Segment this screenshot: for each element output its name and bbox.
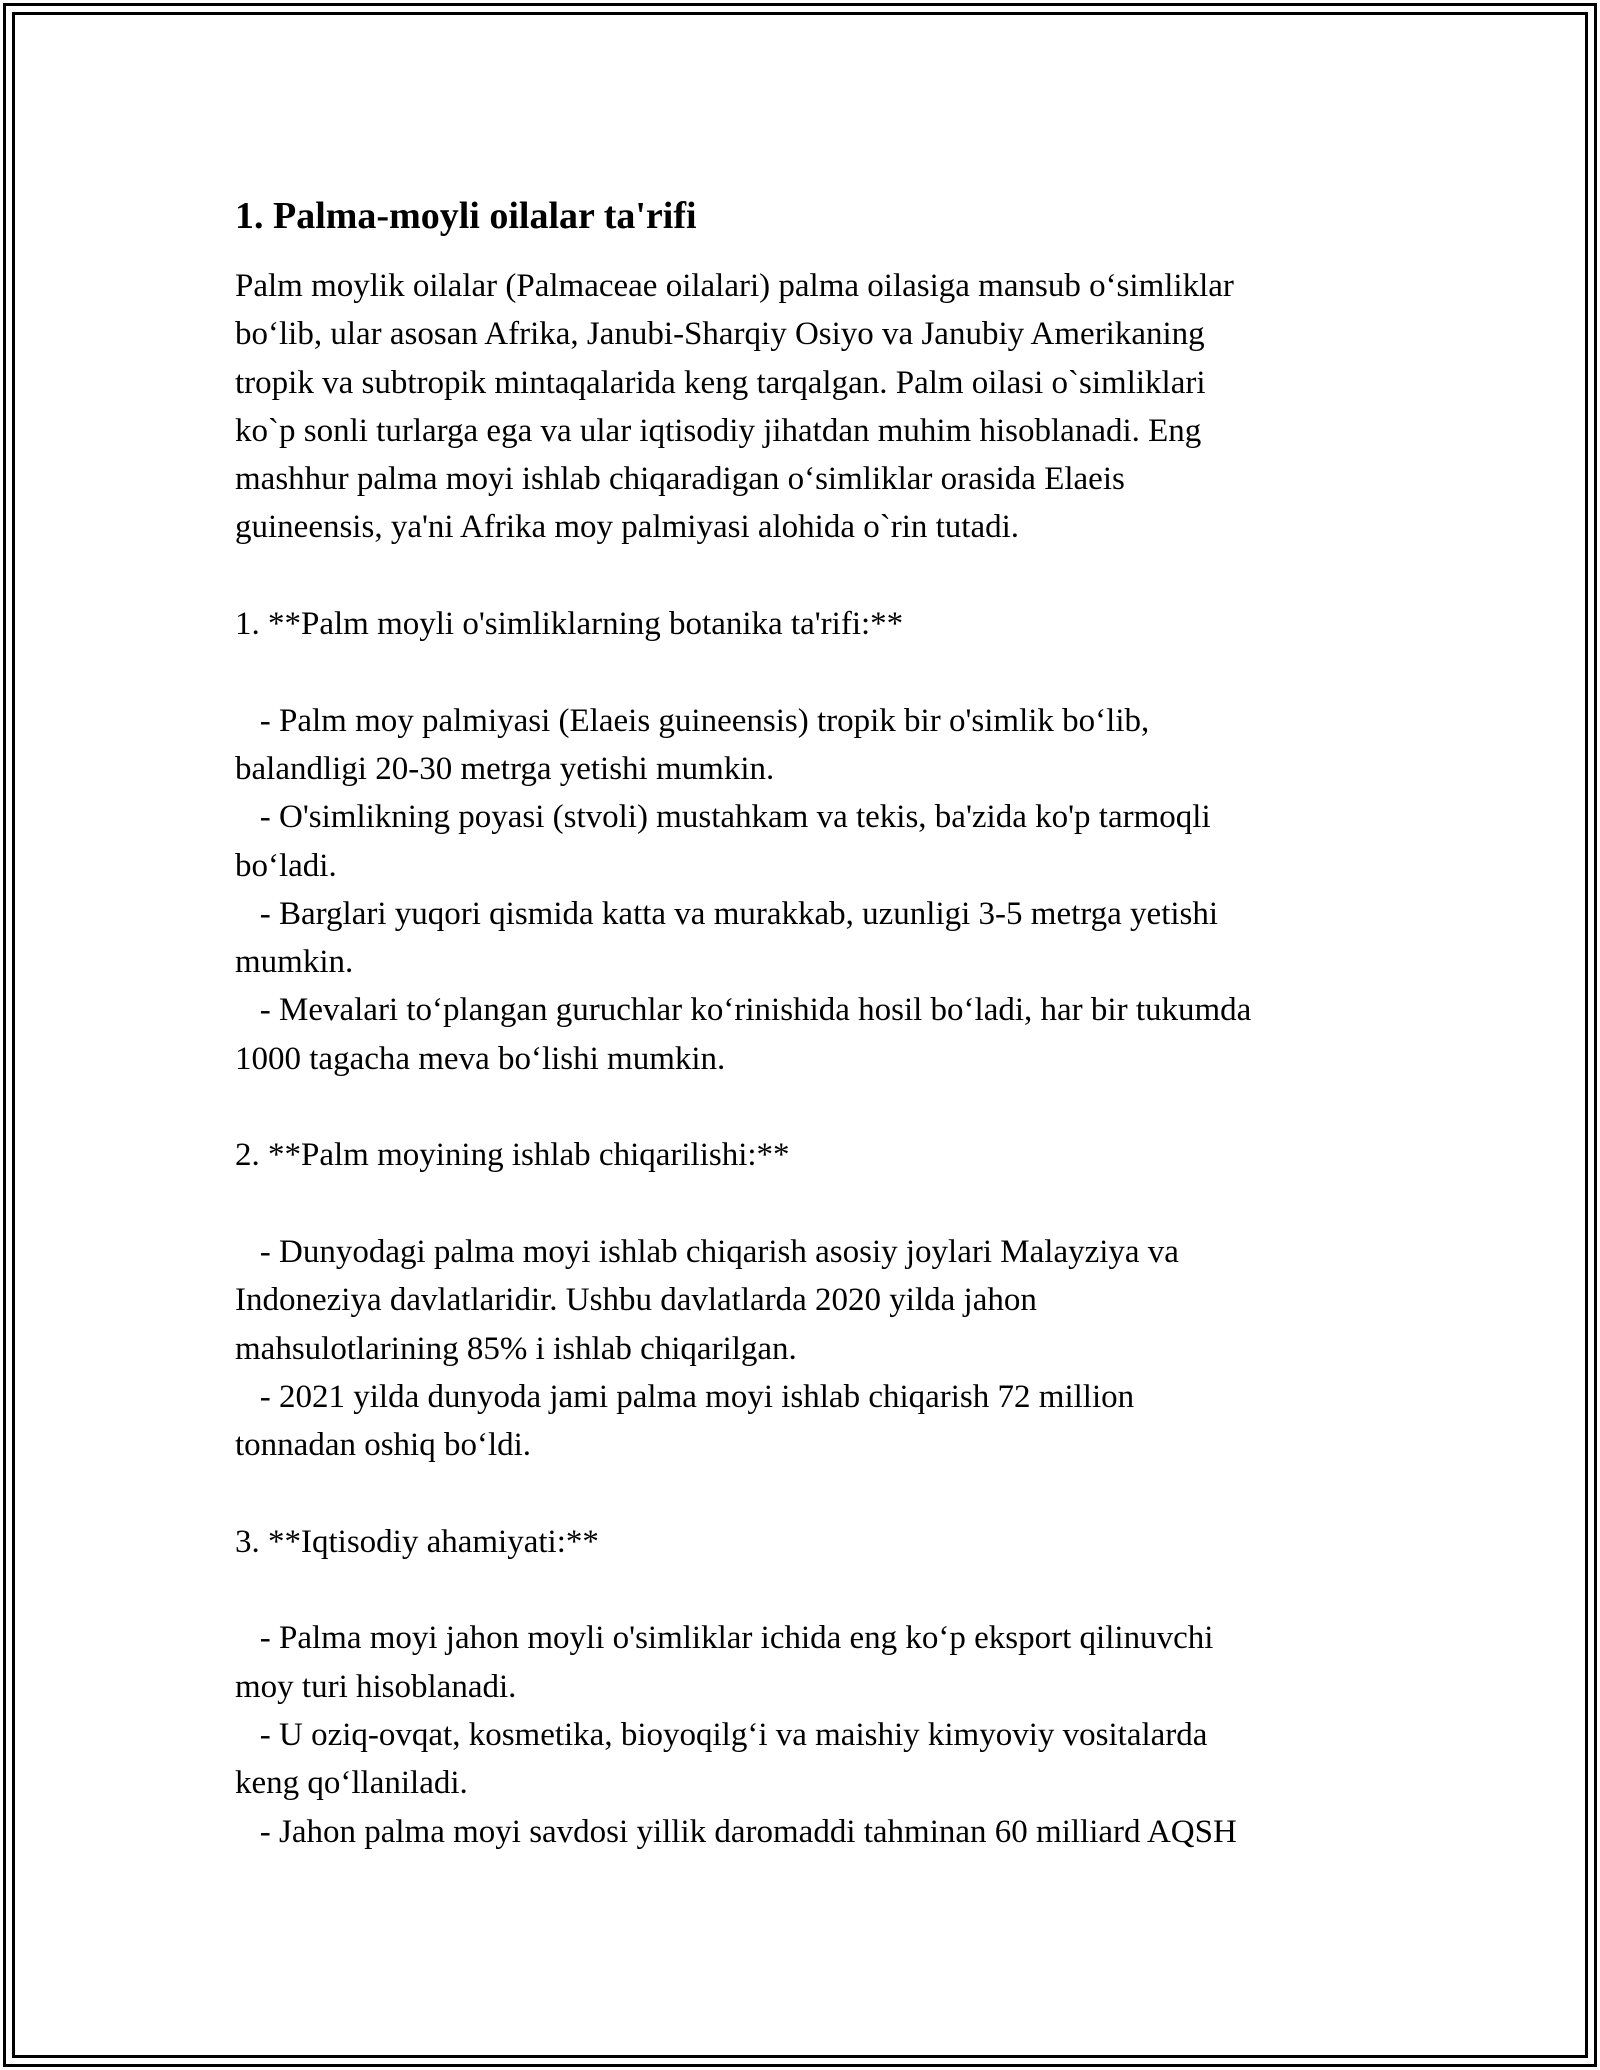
page-title: 1. Palma-moyli oilalar ta'rifi [235, 195, 697, 237]
section-line: mahsulotlarining 85% i ishlab chiqarilgan. [235, 1330, 797, 1367]
section-line: 1000 tagacha meva bo‘lishi mumkin. [235, 1040, 726, 1077]
document-body [235, 192, 1385, 1856]
section-line: - Barglari yuqori qismida katta va murakkab, uzunligi 3-5 metrga yetishi [235, 895, 1219, 932]
intro-line: mashhur palma moyi ishlab chiqaradigan o‘simliklar orasida Elaeis [235, 461, 1125, 498]
section-line: - 2021 yilda dunyoda jami palma moyi ishlab chiqarish 72 million [235, 1378, 1135, 1415]
spacer [235, 1566, 1385, 1614]
section-economy [235, 1518, 1385, 1856]
section-line: keng qo‘llaniladi. [235, 1765, 468, 1802]
section-line: bo‘ladi. [235, 847, 337, 884]
intro-line: ko`p sonli turlarga ega va ular iqtisodiy jihatdan muhim hisoblanadi. Eng [235, 412, 1202, 449]
intro-line: tropik va subtropik mintaqalarida keng tarqalgan. Palm oilasi o`simliklari [235, 364, 1206, 401]
spacer [235, 648, 1385, 696]
section-title: 3. **Iqtisodiy ahamiyati:** [235, 1523, 599, 1560]
intro-line: guineensis, ya'ni Afrika moy palmiyasi alohida o`rin tutadi. [235, 509, 1020, 546]
spacer [235, 1469, 1385, 1517]
section-line: Indoneziya davlatlaridir. Ushbu davlatlarda 2020 yilda jahon [235, 1282, 1037, 1319]
section-line: - O'simlikning poyasi (stvoli) mustahkam va tekis, ba'zida ko'p tarmoqli [235, 799, 1211, 836]
section-title: 2. **Palm moyining ishlab chiqarilishi:** [235, 1137, 790, 1174]
section-title: 1. **Palm moyli o'simliklarning botanika ta'rifi:** [235, 606, 904, 643]
section-line: moy turi hisoblanadi. [235, 1668, 517, 1705]
section-line: - Jahon palma moyi savdosi yillik daromaddi tahminan 60 milliard AQSH [235, 1813, 1237, 1850]
intro-line: Palm moylik oilalar (Palmaceae oilalari) palma oilasiga mansub o‘simliklar [235, 268, 1234, 304]
spacer [235, 1083, 1385, 1131]
spacer [235, 1180, 1385, 1228]
section-line: balandligi 20-30 metrga yetishi mumkin. [235, 750, 775, 787]
section-line: mumkin. [235, 944, 354, 981]
section-production [235, 1131, 1385, 1469]
intro-paragraph [235, 262, 1385, 552]
spacer [235, 552, 1385, 600]
section-line: - Palma moyi jahon moyli o'simliklar ichida eng ko‘p eksport qilinuvchi [235, 1620, 1214, 1657]
intro-line: bo‘lib, ular asosan Afrika, Janubi-Sharqiy Osiyo va Janubiy Amerikaning [235, 316, 1205, 353]
section-line: - Palm moy palmiyasi (Elaeis guineensis) tropik bir o'simlik bo‘lib, [235, 702, 1150, 739]
section-line: - Dunyodagi palma moyi ishlab chiqarish asosiy joylari Malayziya va [235, 1233, 1179, 1270]
section-line: - Mevalari to‘plangan guruchlar ko‘rinishida hosil bo‘ladi, har bir tukumda [235, 992, 1252, 1029]
section-line: - U oziq-ovqat, kosmetika, bioyoqilg‘i va maishiy kimyoviy vositalarda [235, 1716, 1208, 1753]
section-line: tonnadan oshiq bo‘ldi. [235, 1427, 532, 1464]
section-botany [235, 600, 1385, 1083]
